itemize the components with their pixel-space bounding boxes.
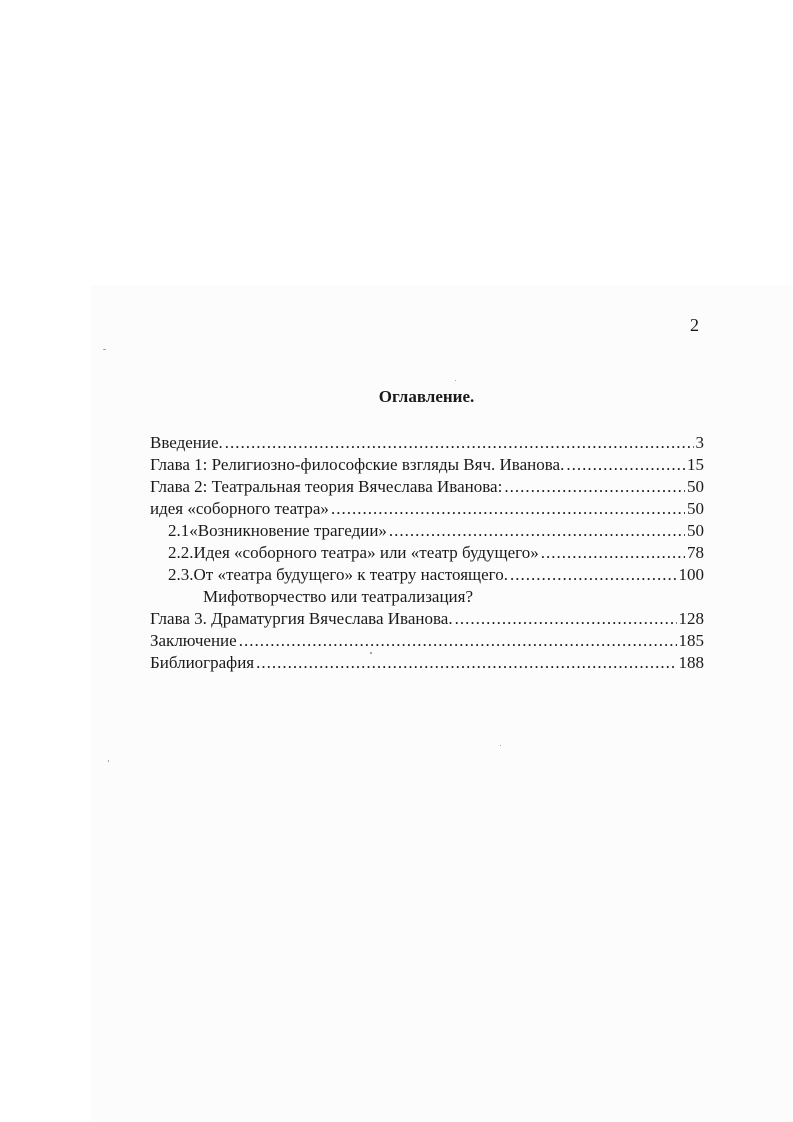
toc-entry-page: 188 bbox=[678, 653, 704, 672]
toc-entry bbox=[150, 476, 704, 498]
dot-leader bbox=[455, 608, 677, 630]
table-of-contents bbox=[150, 432, 704, 674]
toc-entry-page: 3 bbox=[695, 433, 704, 452]
toc-entry bbox=[150, 630, 704, 652]
toc-entry-number: 2.2. bbox=[168, 543, 194, 562]
toc-entry-label: Глава 2: Театральная теория Вячеслава Иванова: bbox=[150, 477, 503, 496]
toc-entry bbox=[150, 498, 704, 520]
toc-entry-label: Мифотворчество или театрализация? bbox=[203, 587, 474, 606]
dot-leader bbox=[225, 432, 694, 454]
toc-entry-label: Идея «соборного театра» или «театр будущего» bbox=[193, 543, 539, 562]
toc-entry bbox=[150, 432, 704, 454]
toc-entry-label: идея «соборного театра» bbox=[150, 499, 329, 518]
scan-speck bbox=[108, 760, 109, 762]
page-number: 2 bbox=[690, 315, 699, 335]
toc-entry-page: 185 bbox=[678, 631, 704, 650]
scan-speck bbox=[370, 652, 372, 654]
toc-entry-label: Глава 3. Драматургия Вячеслава Иванова. bbox=[150, 609, 453, 628]
dot-leader bbox=[389, 520, 685, 542]
toc-entry-page: 100 bbox=[678, 565, 704, 584]
toc-entry-label: Библиография bbox=[150, 653, 255, 672]
toc-entry-number: 2.3. bbox=[168, 565, 194, 584]
toc-entry-label: От «театра будущего» к театру настоящего. bbox=[193, 565, 508, 584]
toc-entry-page: 50 bbox=[687, 521, 704, 540]
toc-subentry bbox=[150, 542, 704, 564]
toc-entry-page: 50 bbox=[687, 477, 704, 496]
dot-leader bbox=[566, 454, 685, 476]
dot-leader bbox=[331, 498, 685, 520]
toc-title: Оглавление. bbox=[378, 387, 475, 406]
scanned-page-area bbox=[90, 285, 793, 1122]
scan-speck bbox=[500, 745, 501, 746]
toc-subentry bbox=[150, 564, 704, 586]
dot-leader bbox=[239, 630, 677, 652]
toc-entry-page: 15 bbox=[687, 455, 704, 474]
toc-entry-page: 128 bbox=[678, 609, 704, 628]
scan-speck bbox=[455, 380, 456, 381]
dot-leader bbox=[256, 652, 676, 674]
toc-entry bbox=[150, 652, 704, 674]
dot-leader bbox=[541, 542, 685, 564]
toc-entry-label: Заключение bbox=[150, 631, 237, 650]
dot-leader bbox=[504, 476, 685, 498]
dot-leader bbox=[510, 564, 677, 586]
toc-entry bbox=[150, 454, 704, 476]
toc-entry-number: 2.1 bbox=[168, 521, 190, 540]
toc-entry-page: 50 bbox=[687, 499, 704, 518]
toc-entry-label: «Возникновение трагедии» bbox=[189, 521, 387, 540]
toc-entry-page: 78 bbox=[687, 543, 704, 562]
toc-continuation-line bbox=[150, 586, 704, 608]
toc-entry-label: Глава 1: Религиозно-философские взгляды Вяч. Иванова. bbox=[150, 455, 565, 474]
toc-subentry bbox=[150, 520, 704, 542]
scan-speck bbox=[103, 349, 106, 350]
toc-entry bbox=[150, 608, 704, 630]
toc-entry-label: Введение. bbox=[150, 433, 223, 452]
